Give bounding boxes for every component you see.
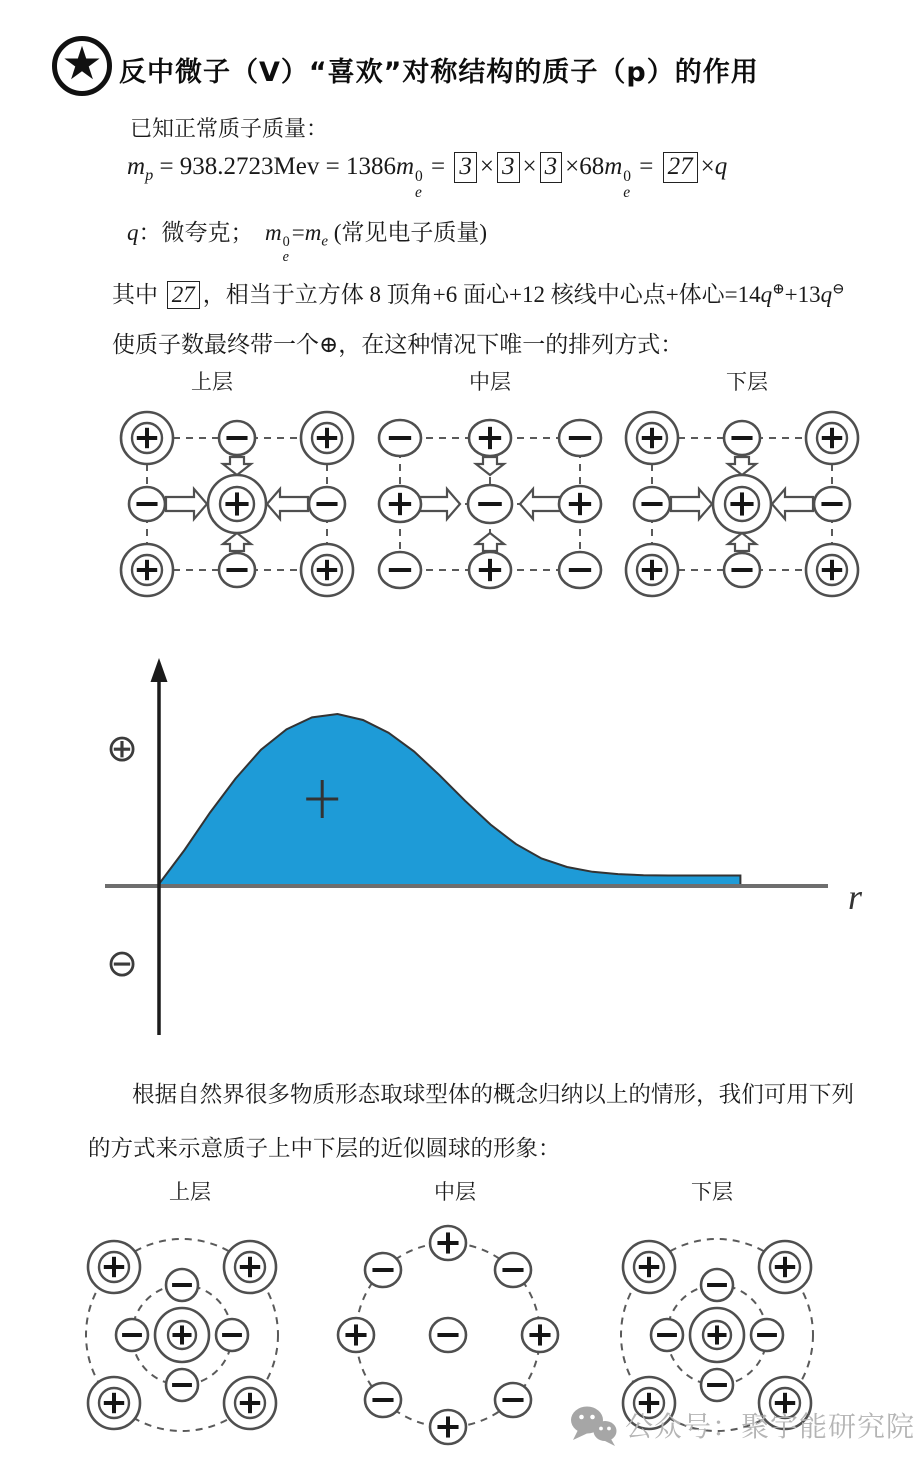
star-icon bbox=[52, 36, 112, 96]
svg-text:⊕: ⊕ bbox=[106, 726, 138, 770]
sphere-label-lower: 下层 bbox=[691, 1180, 733, 1204]
wechat-icon bbox=[568, 1404, 618, 1446]
cube-decomposition-formula: 其中 27 ，相当于立方体 8 顶角+6 面心+12 核线中心点+体心=14q⊕+13q⊖ bbox=[112, 276, 845, 309]
sphere-diagram-upper-layer bbox=[57, 1208, 307, 1458]
svg-text:r: r bbox=[848, 877, 863, 917]
grid-diagram-middle-layer bbox=[360, 402, 620, 606]
grid-diagram-lower-layer bbox=[612, 402, 872, 606]
known-mass-text: 已知正常质子质量： bbox=[130, 116, 329, 141]
sphere-intro-text: 根据自然界很多物质形态取球型体的概念归纳以上的情形，我们可用下列的方式来示意质子上中下层的近似圆球的形象： bbox=[88, 1082, 854, 1161]
grid-label-upper: 上层 bbox=[191, 370, 233, 394]
watermark bbox=[568, 1404, 915, 1446]
proton-mass-formula: $m_p = 938.2723Mev = 1386m$ 0 e = 3 × 3 × 3 ×68m 0 e = 27 ×q bbox=[127, 153, 728, 202]
svg-text:⊖: ⊖ bbox=[106, 941, 138, 985]
arrangement-note: 使质子数最终带一个⊕，在这种情况下唯一的排列方式： bbox=[112, 332, 684, 357]
grid-label-middle: 中层 bbox=[469, 370, 511, 394]
star-glyph: ★ bbox=[61, 38, 103, 89]
grid-diagram-upper-layer bbox=[107, 402, 367, 606]
sphere-label-upper: 上层 bbox=[169, 1180, 211, 1204]
sphere-label-middle: 中层 bbox=[434, 1180, 476, 1204]
sphere-diagram-middle-layer bbox=[323, 1208, 573, 1458]
document-title: 反中微子（V）“喜欢”对称结构的质子（p）的作用 bbox=[119, 57, 759, 88]
grid-label-lower: 下层 bbox=[726, 370, 768, 394]
quark-note-formula: q：微夸克； m 0 e $=m_e$ (常见电子质量) bbox=[127, 220, 488, 266]
charge-distribution-chart bbox=[0, 652, 916, 1052]
watermark-text: 公众号：聚宇能研究院 bbox=[625, 1410, 916, 1443]
